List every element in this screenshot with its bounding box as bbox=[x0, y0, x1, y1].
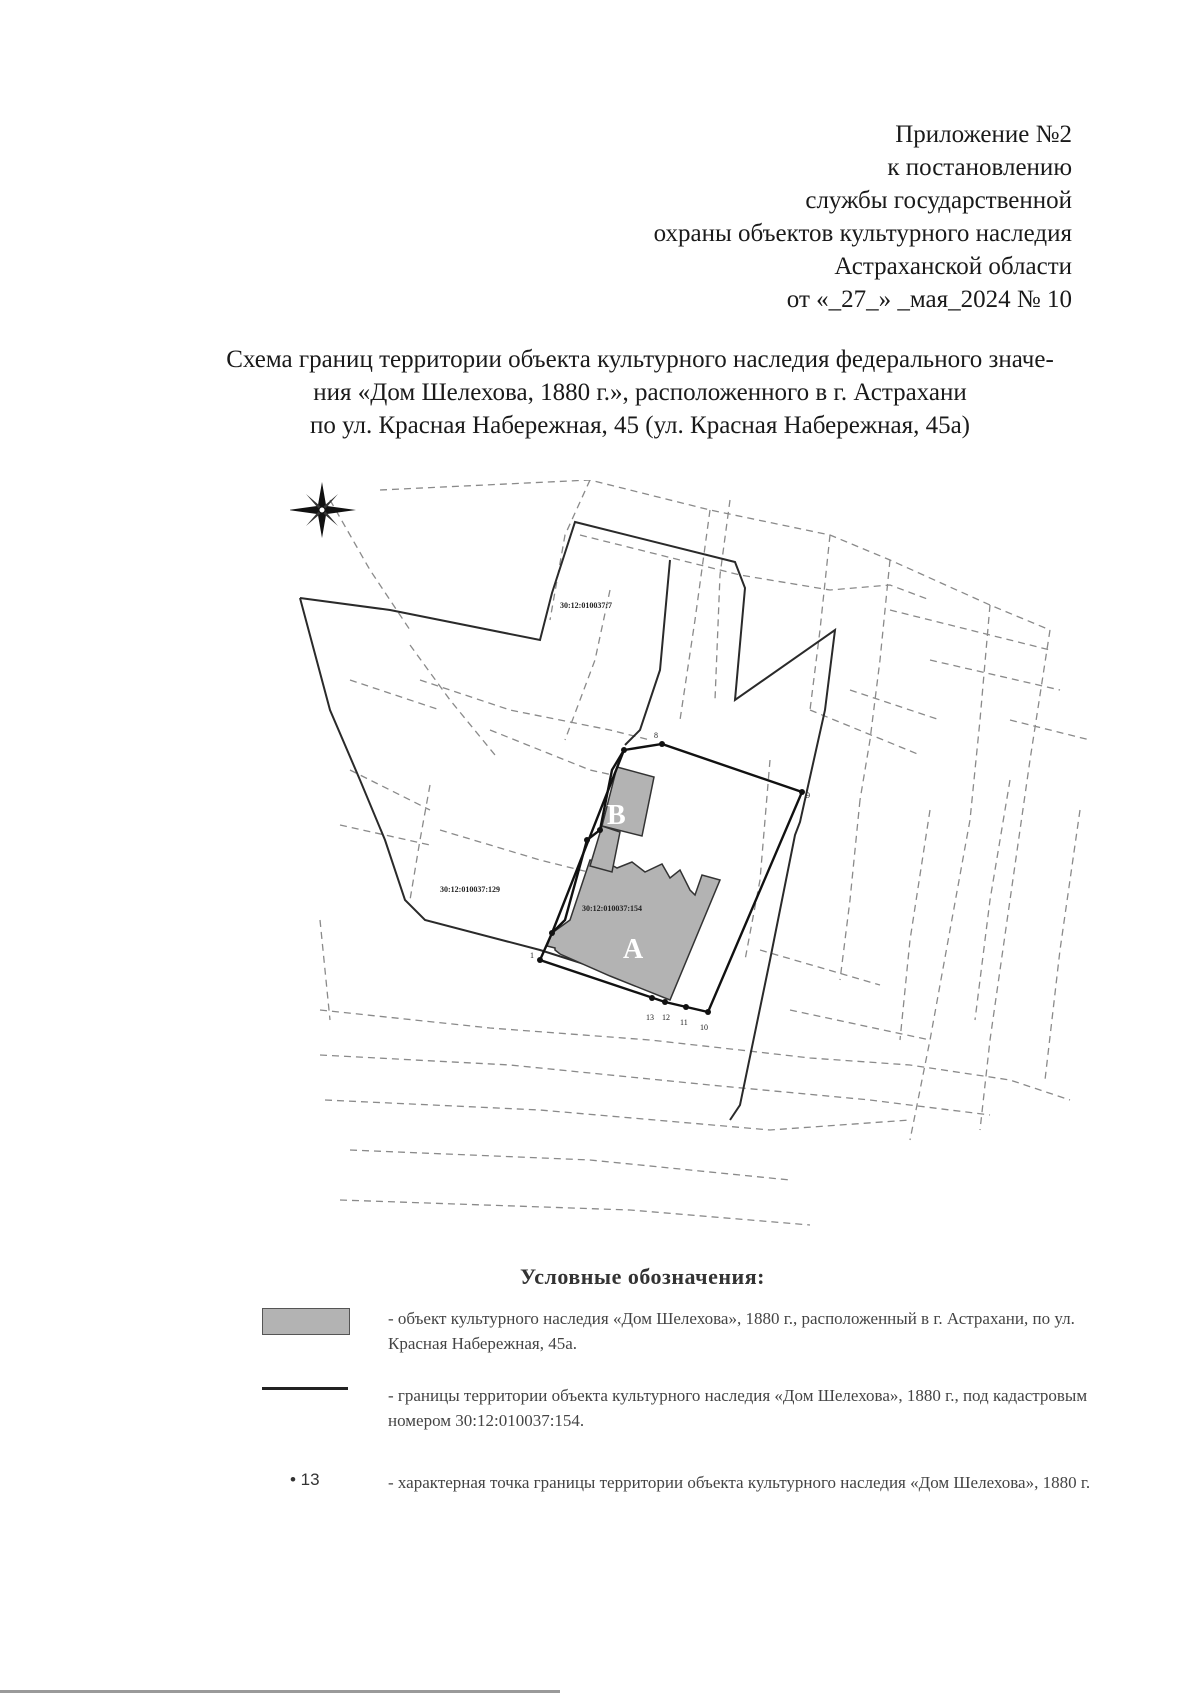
legend-item-boundary bbox=[262, 1383, 1092, 1439]
document-title bbox=[190, 343, 1090, 442]
title-line-3: по ул. Красная Набережная, 45 (ул. Красная Набережная, 45а) bbox=[309, 412, 971, 439]
point-label-10: 10 bbox=[700, 1023, 708, 1032]
legend-swatch-point: • 13 bbox=[290, 1470, 320, 1489]
cadastral-label-object: 30:12:010037:154 bbox=[582, 904, 642, 913]
cadastral-label-north: 30:12:010037:7 bbox=[560, 601, 612, 610]
header-line-3: службы государственной bbox=[805, 187, 1072, 214]
legend-swatch-line bbox=[262, 1387, 348, 1390]
building-label-b: B bbox=[607, 800, 626, 831]
point-label-12: 12 bbox=[662, 1013, 670, 1022]
building-label-a: A bbox=[623, 934, 644, 965]
legend-text-boundary: - границы территории объекта культурного наследия «Дом Шелехова», 1880 г., под кадастровым номером 30:12:010037:154. bbox=[388, 1386, 1088, 1430]
legend-text-object: - объект культурного наследия «Дом Шелехова», 1880 г., расположенный в г. Астрахани, по ул. Красная Набережная, 45а. bbox=[388, 1309, 1075, 1353]
adjacent-parcel-boundaries bbox=[300, 522, 835, 1120]
heritage-object-footprints bbox=[547, 767, 720, 1000]
boundary-map bbox=[290, 480, 1110, 1240]
title-line-1: Схема границ территории объекта культурного наследия федерального значе- bbox=[226, 346, 1054, 373]
point-label-11: 11 bbox=[680, 1018, 688, 1027]
point-label-1: 1 bbox=[530, 951, 534, 960]
legend-text-point: - характерная точка границы территории объекта культурного наследия «Дом Шелехова», 1880 г. bbox=[388, 1473, 1091, 1492]
compass-rose-icon bbox=[290, 482, 356, 538]
legend-item-object bbox=[262, 1306, 1092, 1362]
approval-header bbox=[654, 118, 1072, 316]
legend-title: Условные обозначения: bbox=[520, 1264, 765, 1289]
point-label-9: 9 bbox=[806, 791, 810, 800]
scan-edge-line bbox=[0, 1690, 560, 1693]
header-line-1: Приложение №2 bbox=[895, 121, 1072, 148]
title-line-2: ния «Дом Шелехова, 1880 г.», расположенного в г. Астрахани bbox=[313, 379, 967, 406]
legend-item-point bbox=[262, 1470, 1092, 1526]
header-line-5: Астраханской области bbox=[834, 253, 1072, 280]
header-line-2: к постановлению bbox=[887, 154, 1072, 181]
legend-swatch-gray-box bbox=[262, 1308, 350, 1335]
point-label-13: 13 bbox=[646, 1013, 654, 1022]
header-line-6: от «_27_» _мая_2024 № 10 bbox=[786, 286, 1072, 313]
point-label-8: 8 bbox=[654, 731, 658, 740]
cadastral-label-west: 30:12:010037:129 bbox=[440, 885, 500, 894]
header-line-4: охраны объектов культурного наследия bbox=[653, 220, 1072, 247]
background-linework bbox=[320, 480, 1090, 1225]
